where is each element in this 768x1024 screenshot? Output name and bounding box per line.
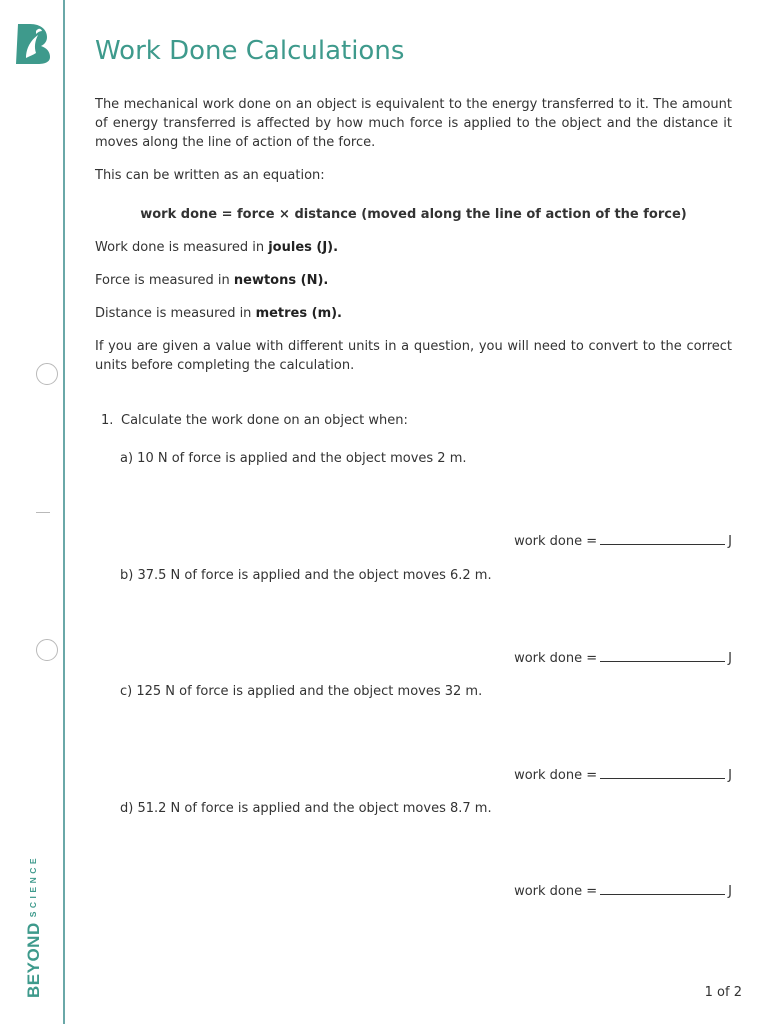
work-unit-prefix: Work done is measured in [95, 240, 269, 255]
answer-unit: J [728, 768, 732, 783]
answer-label: work done = [514, 884, 598, 899]
answer-line-d[interactable] [514, 881, 732, 899]
force-unit: newtons (N). [233, 273, 329, 288]
work-done-equation: work done = force × distance (moved along the line of action of the force) [140, 207, 687, 222]
beyond-science-logo-icon [14, 22, 52, 66]
answer-label: work done = [514, 768, 598, 783]
work-unit: joules (J). [268, 240, 339, 255]
answer-label: work done = [514, 534, 598, 549]
answer-unit: J [728, 651, 732, 666]
force-unit-line [95, 271, 732, 290]
question-part-c: c) 125 N of force is applied and the object moves 32 m. [120, 684, 483, 699]
punch-hole-top [36, 363, 58, 385]
answer-blank[interactable] [600, 765, 725, 779]
answer-blank[interactable] [600, 648, 725, 662]
distance-unit-prefix: Distance is measured in [95, 306, 256, 321]
work-unit-line [95, 238, 732, 257]
brand-sub: SCIENCE [28, 854, 38, 918]
force-unit-prefix: Force is measured in [95, 273, 234, 288]
question-part-b: b) 37.5 N of force is applied and the object moves 6.2 m. [120, 568, 492, 583]
brand-main: BEYOND [24, 922, 43, 998]
question-part-a: a) 10 N of force is applied and the object moves 2 m. [120, 451, 467, 466]
punch-hole-bottom [36, 639, 58, 661]
question-part-d: d) 51.2 N of force is applied and the object moves 8.7 m. [120, 801, 492, 816]
answer-line-a[interactable] [514, 531, 732, 549]
equation-lead: This can be written as an equation: [95, 168, 325, 183]
answer-unit: J [728, 884, 732, 899]
page-title: Work Done Calculations [95, 36, 405, 66]
intro-section [95, 95, 732, 389]
answer-line-b[interactable] [514, 648, 732, 666]
answer-label: work done = [514, 651, 598, 666]
page-number: 1 of 2 [704, 985, 742, 1000]
conversion-note: If you are given a value with different units in a question, you will need to convert to the correct units before completing the calculation. [95, 339, 732, 373]
question-text: Calculate the work done on an object when: [121, 413, 408, 428]
answer-blank[interactable] [600, 881, 725, 895]
answer-line-c[interactable] [514, 765, 732, 783]
fold-mark [36, 512, 50, 513]
distance-unit-line [95, 304, 732, 323]
question-1 [101, 413, 408, 428]
margin-line [63, 0, 65, 1024]
answer-unit: J [728, 534, 732, 549]
question-number: 1. [101, 413, 114, 428]
intro-paragraph: The mechanical work done on an object is equivalent to the energy transferred to it. The amount of energy transferred is affected by how much force is applied to the object and the distance it moves along the line of action of the force. [95, 97, 732, 150]
distance-unit: metres (m). [255, 306, 342, 321]
answer-blank[interactable] [600, 531, 725, 545]
brand-wordmark [24, 855, 44, 998]
